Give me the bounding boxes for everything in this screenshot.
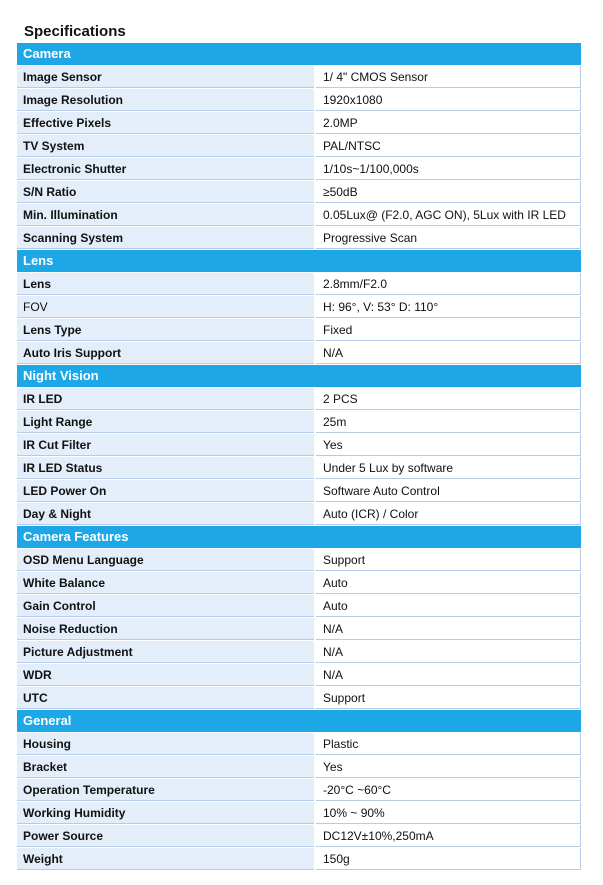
- spec-label: IR Cut Filter: [17, 434, 314, 456]
- table-row: [17, 66, 581, 88]
- spec-value: N/A: [316, 664, 581, 686]
- spec-label: Effective Pixels: [17, 112, 314, 134]
- spec-value: DC12V±10%,250mA: [316, 825, 581, 847]
- spec-value: 2.0MP: [316, 112, 581, 134]
- spec-table: [17, 43, 581, 871]
- spec-label: S/N Ratio: [17, 181, 314, 203]
- table-row: [17, 112, 581, 134]
- table-row: [17, 388, 581, 410]
- spec-value: N/A: [316, 618, 581, 640]
- spec-label: Gain Control: [17, 595, 314, 617]
- section-header-general: General: [17, 710, 581, 732]
- spec-label: IR LED: [17, 388, 314, 410]
- spec-label: LED Power On: [17, 480, 314, 502]
- spec-label: Housing: [17, 733, 314, 755]
- spec-value: H: 96°, V: 53° D: 110°: [316, 296, 581, 318]
- spec-value: Fixed: [316, 319, 581, 341]
- spec-value: -20°C ~60°C: [316, 779, 581, 801]
- table-row: [17, 158, 581, 180]
- spec-label: Image Sensor: [17, 66, 314, 88]
- table-row: [17, 319, 581, 341]
- spec-value: Support: [316, 549, 581, 571]
- table-row: [17, 227, 581, 249]
- table-row: [17, 848, 581, 870]
- spec-label: Working Humidity: [17, 802, 314, 824]
- spec-value: Software Auto Control: [316, 480, 581, 502]
- table-row: [17, 733, 581, 755]
- spec-value: 1920x1080: [316, 89, 581, 111]
- spec-label: Auto Iris Support: [17, 342, 314, 364]
- table-row: [17, 779, 581, 801]
- section-header-camera-features: Camera Features: [17, 526, 581, 548]
- spec-value: 150g: [316, 848, 581, 870]
- table-row: [17, 595, 581, 617]
- table-row: [17, 549, 581, 571]
- table-row: [17, 480, 581, 502]
- spec-label: Picture Adjustment: [17, 641, 314, 663]
- spec-value: Progressive Scan: [316, 227, 581, 249]
- section-header-lens: Lens: [17, 250, 581, 272]
- spec-value: Under 5 Lux by software: [316, 457, 581, 479]
- section-header-night-vision: Night Vision: [17, 365, 581, 387]
- spec-value: Plastic: [316, 733, 581, 755]
- spec-label: WDR: [17, 664, 314, 686]
- spec-label: Power Source: [17, 825, 314, 847]
- spec-label: IR LED Status: [17, 457, 314, 479]
- spec-value: 2.8mm/F2.0: [316, 273, 581, 295]
- table-row: [17, 204, 581, 226]
- table-row: [17, 296, 581, 318]
- spec-label: OSD Menu Language: [17, 549, 314, 571]
- spec-label: Day & Night: [17, 503, 314, 525]
- spec-label: Bracket: [17, 756, 314, 778]
- spec-label: Lens: [17, 273, 314, 295]
- table-row: [17, 434, 581, 456]
- table-row: [17, 503, 581, 525]
- spec-value: 1/ 4" CMOS Sensor: [316, 66, 581, 88]
- table-row: [17, 664, 581, 686]
- table-row: [17, 342, 581, 364]
- spec-label: Noise Reduction: [17, 618, 314, 640]
- spec-value: 25m: [316, 411, 581, 433]
- spec-value: N/A: [316, 641, 581, 663]
- spec-value: Yes: [316, 434, 581, 456]
- spec-value: Auto: [316, 595, 581, 617]
- spec-label: TV System: [17, 135, 314, 157]
- table-row: [17, 687, 581, 709]
- spec-label: Min. Illumination: [17, 204, 314, 226]
- table-row: [17, 641, 581, 663]
- table-row: [17, 273, 581, 295]
- spec-value: 1/10s~1/100,000s: [316, 158, 581, 180]
- spec-label: Weight: [17, 848, 314, 870]
- spec-label: Electronic Shutter: [17, 158, 314, 180]
- table-row: [17, 802, 581, 824]
- page-title: Specifications: [24, 23, 126, 40]
- spec-value: PAL/NTSC: [316, 135, 581, 157]
- spec-label: White Balance: [17, 572, 314, 594]
- spec-value: 2 PCS: [316, 388, 581, 410]
- spec-value: N/A: [316, 342, 581, 364]
- table-row: [17, 457, 581, 479]
- spec-label: Image Resolution: [17, 89, 314, 111]
- table-row: [17, 411, 581, 433]
- table-row: [17, 618, 581, 640]
- table-row: [17, 181, 581, 203]
- spec-label: FOV: [17, 296, 314, 318]
- table-row: [17, 135, 581, 157]
- spec-label: Scanning System: [17, 227, 314, 249]
- spec-value: Yes: [316, 756, 581, 778]
- spec-label: Lens Type: [17, 319, 314, 341]
- spec-label: UTC: [17, 687, 314, 709]
- section-header-camera: Camera: [17, 43, 581, 65]
- spec-value: 0.05Lux@ (F2.0, AGC ON), 5Lux with IR LED: [316, 204, 581, 226]
- spec-value: 10% ~ 90%: [316, 802, 581, 824]
- table-row: [17, 89, 581, 111]
- spec-label: Light Range: [17, 411, 314, 433]
- spec-value: Auto (ICR) / Color: [316, 503, 581, 525]
- spec-value: Support: [316, 687, 581, 709]
- table-row: [17, 756, 581, 778]
- spec-value: Auto: [316, 572, 581, 594]
- spec-label: Operation Temperature: [17, 779, 314, 801]
- spec-value: ≥50dB: [316, 181, 581, 203]
- table-row: [17, 825, 581, 847]
- table-row: [17, 572, 581, 594]
